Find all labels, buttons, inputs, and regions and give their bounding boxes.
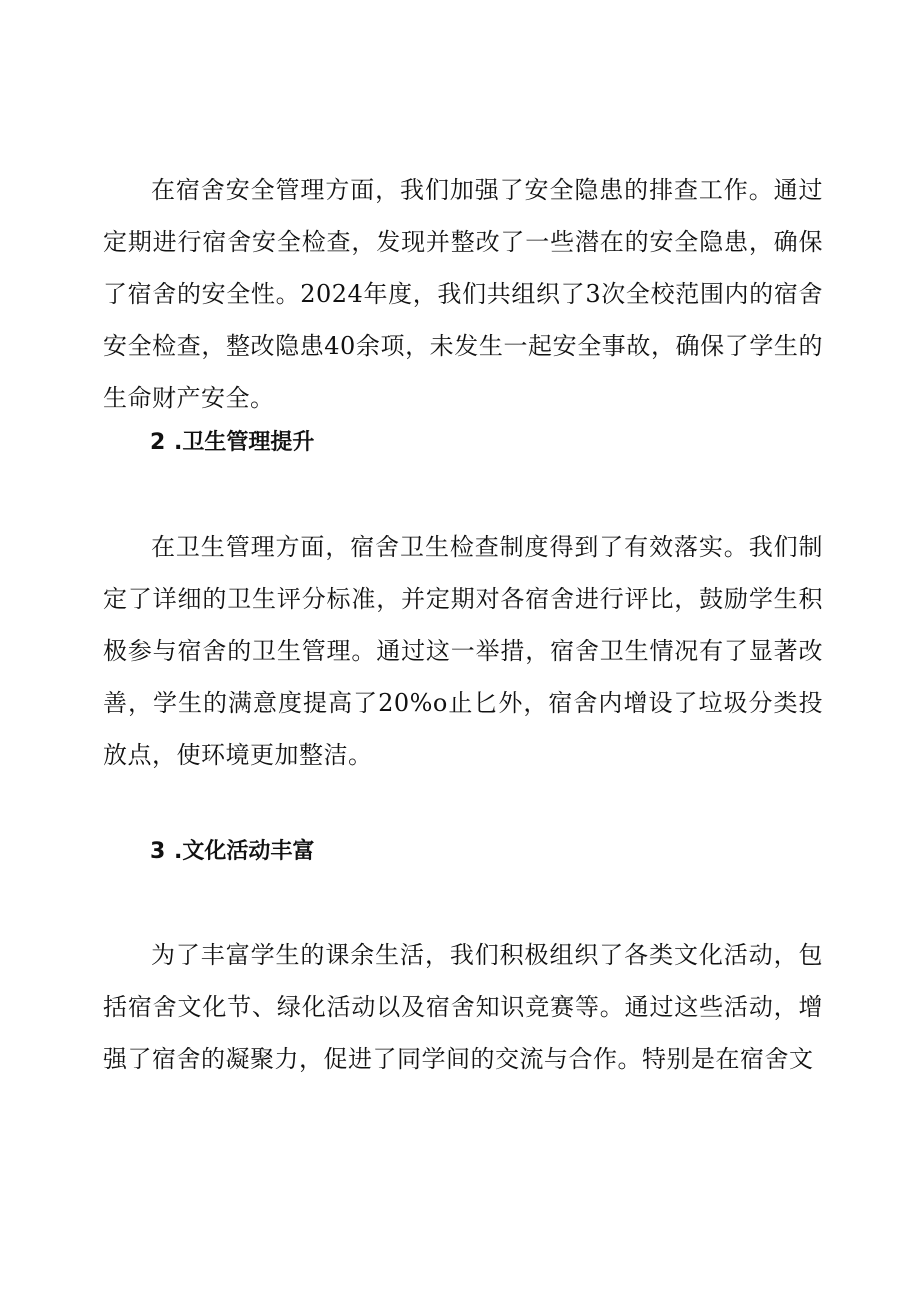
paragraph-culture: 为了丰富学生的课余生活，我们积极组织了各类文化活动，包括宿舍文化节、绿化活动以及宿舍知识竞赛等。通过这些活动，增强了宿舍的凝聚力，促进了同学间的交流与合作。特别是在宿舍文 — [103, 941, 823, 1073]
section-number: 2 — [150, 430, 166, 455]
paragraph-hygiene: 在卫生管理方面，宿舍卫生检查制度得到了有效落实。我们制定了详细的卫生评分标准，并定期对各宿舍进行评比，鼓励学生积极参与宿舍的卫生管理。通过这一举措，宿舍卫生情况有了显著改善，学生的满意度提高了20%o止匕外，宿舍内增设了垃圾分类投放点，使环境更加整洁。 — [103, 533, 823, 769]
section-heading-culture — [150, 837, 314, 867]
section-title: .卫生管理提升 — [174, 430, 315, 455]
section-heading-hygiene — [150, 428, 314, 458]
section-number: 3 — [150, 839, 166, 864]
paragraph-dorm-safety: 在宿舍安全管理方面，我们加强了安全隐患的排查工作。通过定期进行宿舍安全检查，发现并整改了一些潜在的安全隐患，确保了宿舍的安全性。2024年度，我们共组织了3次全校范围内的宿舍安全检查，整改隐患40余项，未发生一起安全事故，确保了学生的生命财产安全。 — [103, 176, 823, 412]
section-title: .文化活动丰富 — [174, 839, 315, 864]
